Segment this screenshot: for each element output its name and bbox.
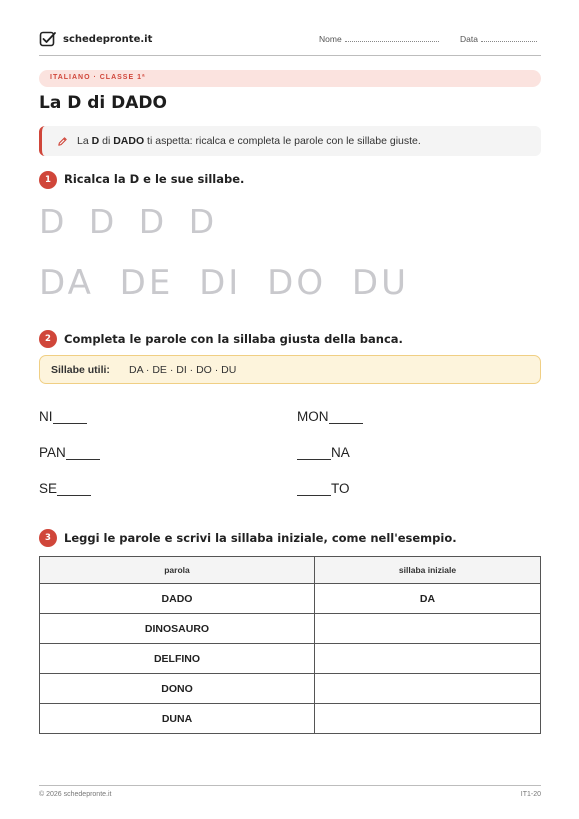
date-field[interactable] [460,34,537,44]
syllable-answer-cell[interactable] [315,614,541,644]
question-number-1: 1 [39,171,57,189]
bank-values: DA · DE · DI · DO · DU [129,364,237,376]
footer-copyright: © 2026 schedepronte.it [39,791,112,798]
word-item [297,409,363,424]
footer-page-code: IT1-20 [520,791,541,798]
pencil-icon [57,136,68,147]
answer-blank[interactable] [66,448,100,460]
table-row [40,704,541,734]
table-row [40,674,541,704]
word-prefix: MON [297,409,329,424]
checkbox-logo-icon [39,30,57,48]
syllable-answer-cell[interactable] [315,644,541,674]
syllable-answer-cell[interactable] [315,674,541,704]
table-row [40,614,541,644]
trace-letters[interactable]: D D D D [39,202,217,241]
instruction-bold: DADO [113,135,145,147]
subject-label: ITALIANO · CLASSE 1ª [50,74,146,81]
name-line[interactable] [345,34,439,42]
word-suffix: TO [331,481,350,496]
word-item [297,445,350,460]
word-suffix: NA [331,445,350,460]
page-header [39,30,541,56]
answer-blank[interactable] [53,412,87,424]
table-row [40,644,541,674]
word-item [39,445,100,460]
instruction-part: di [99,135,114,147]
date-line[interactable] [481,34,537,42]
question-text-2: Completa le parole con la sillaba giusta della banca. [64,332,403,346]
table-row [40,584,541,614]
brand [39,30,152,48]
answer-blank[interactable] [297,448,331,460]
question-text-3: Leggi le parole e scrivi la sillaba iniziale, come nell'esempio. [64,531,457,545]
brand-name: schedepronte.it [63,33,153,45]
answer-blank[interactable] [329,412,363,424]
table-header-row [40,557,541,584]
instruction-part: La [77,135,92,147]
word-cell: DADO [40,584,315,614]
answer-blank[interactable] [57,484,91,496]
question-number-3: 3 [39,529,57,547]
date-label: Data [460,34,478,44]
instruction-bold: D [91,135,100,147]
word-item [39,481,91,496]
syllable-cell: DA [315,584,541,614]
word-item [39,409,87,424]
word-cell: DINOSAURO [40,614,315,644]
syllable-table [39,556,541,734]
question-number-2: 2 [39,330,57,348]
word-prefix: SE [39,481,58,496]
question-text-1: Ricalca la D e le sue sillabe. [64,172,245,186]
word-cell: DELFINO [40,644,315,674]
instruction-part: ti aspetta: ricalca e completa le parole con le sillabe giuste. [144,135,421,147]
trace-syllables[interactable]: DA DE DI DO DU [39,263,409,303]
word-cell: DUNA [40,704,315,734]
page-footer [39,785,541,798]
page-title: La D di DADO [39,93,167,113]
answer-blank[interactable] [297,484,331,496]
name-label: Nome [319,34,342,44]
word-prefix: NI [39,409,53,424]
syllable-bank [39,355,541,384]
instruction-box [39,126,541,156]
word-item [297,481,350,496]
instruction-text [77,135,421,147]
column-header-word: parola [40,557,315,584]
syllable-answer-cell[interactable] [315,704,541,734]
name-field[interactable] [319,34,439,44]
subject-bar [39,70,541,87]
column-header-syllable: sillaba iniziale [315,557,541,584]
word-prefix: PAN [39,445,66,460]
word-cell: DONO [40,674,315,704]
bank-label: Sillabe utili: [51,364,110,376]
